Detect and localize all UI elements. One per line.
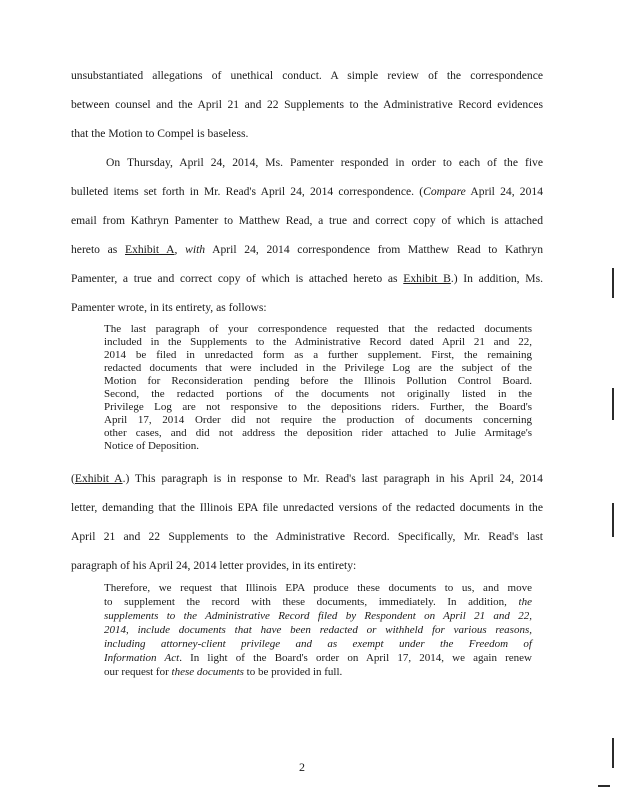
body-line: that the Motion to Compel is baseless. xyxy=(71,127,249,140)
quote-line: 2014 be filed in unredacted form as a further supplement. First, the remaining xyxy=(104,349,532,361)
page-number: 2 xyxy=(299,760,305,774)
exhibit-b-reference: Exhibit B xyxy=(403,272,451,285)
body-line: email from Kathryn Pamenter to Matthew Read, a true and correct copy of which is attached xyxy=(71,214,543,227)
quote-line: April 17, 2014 Order did not require the production of documents concerning xyxy=(104,414,532,426)
scan-mark xyxy=(612,503,614,537)
quote-line: including attorney-client privilege and as exempt under the Freedom of xyxy=(104,638,532,650)
quote-line: Privilege Log are not responsive to the depositions riders. Further, the Board's xyxy=(104,401,532,413)
quote-line: our request for these documents to be provided in full. xyxy=(104,666,343,678)
body-line: bulleted items set forth in Mr. Read's April 24, 2014 correspondence. (Compare April 24, 2014 xyxy=(71,185,543,198)
exhibit-a-reference: Exhibit A xyxy=(74,472,123,485)
quote-line: redacted documents that were included in the Privilege Log are the subject of the xyxy=(104,362,532,374)
quote-line: Therefore, we request that Illinois EPA produce these documents to us, and move xyxy=(104,582,532,594)
quote-line: supplements to the Administrative Record filed by Respondent on April 21 and 22, xyxy=(104,610,532,622)
quote-line: Information Act. In light of the Board's order on April 17, 2014, we again renew xyxy=(104,652,533,664)
body-line: (Exhibit A.) This paragraph is in response to Mr. Read's last paragraph in his April 24, 2014 xyxy=(71,472,543,485)
body-line: April 21 and 22 Supplements to the Administrative Record. Specifically, Mr. Read's last xyxy=(71,530,543,543)
quote-line: The last paragraph of your correspondence requested that the redacted documents xyxy=(104,323,532,335)
quote-line: to supplement the record with these documents, immediately. In addition, the xyxy=(104,596,532,608)
scan-mark xyxy=(612,738,614,768)
scan-mark xyxy=(598,785,610,787)
body-line: Pamenter, a true and correct copy of which is attached hereto as Exhibit B.) In addition, Ms. xyxy=(71,272,543,285)
quote-line: other cases, and did not address the deposition rider attached to Julie Armitage's xyxy=(104,427,532,439)
quote-line: Motion for Reconsideration pending before the Illinois Pollution Control Board. xyxy=(104,375,532,387)
scan-mark xyxy=(612,268,614,298)
quote-line: 2014, include documents that have been redacted or withheld for various reasons, xyxy=(104,624,532,636)
body-line: On Thursday, April 24, 2014, Ms. Pamenter responded in order to each of the five xyxy=(106,156,543,169)
scan-mark xyxy=(612,388,614,420)
body-line: unsubstantiated allegations of unethical conduct. A simple review of the correspondence xyxy=(71,69,543,82)
quote-line: Second, the redacted portions of the documents not originally listed in the xyxy=(104,388,532,400)
body-line: paragraph of his April 24, 2014 letter provides, in its entirety: xyxy=(71,559,357,572)
body-line: between counsel and the April 21 and 22 Supplements to the Administrative Record evidences xyxy=(71,98,543,111)
exhibit-a-reference: Exhibit A xyxy=(124,243,175,256)
quote-line: included in the Supplements to the Administrative Record dated April 21 and 22, xyxy=(104,336,532,348)
body-line: letter, demanding that the Illinois EPA file unredacted versions of the redacted documents in the xyxy=(71,501,543,514)
body-line: hereto as Exhibit A, with April 24, 2014 correspondence from Matthew Read to Kathryn xyxy=(71,243,543,256)
quote-line: Notice of Deposition. xyxy=(104,440,200,452)
body-line: Pamenter wrote, in its entirety, as follows: xyxy=(71,301,267,314)
